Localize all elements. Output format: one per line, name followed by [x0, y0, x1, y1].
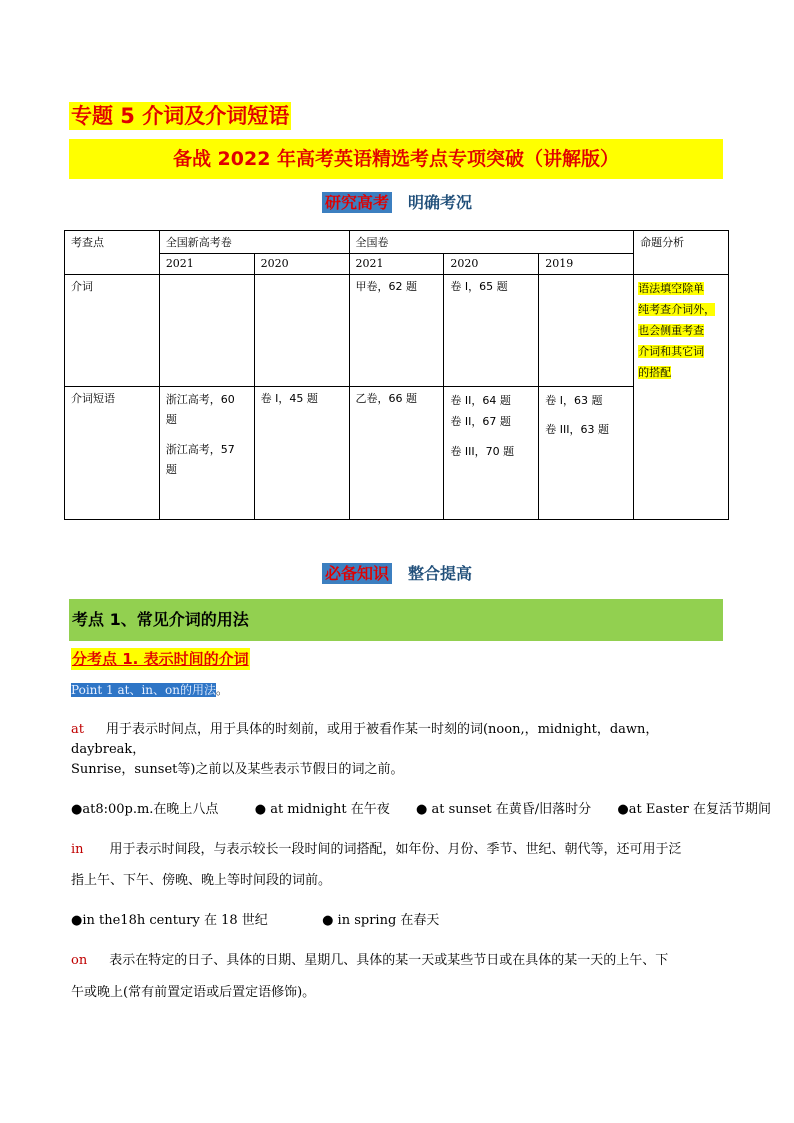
th-point: 考查点 [65, 231, 160, 275]
paragraph-on-line1 [71, 951, 726, 971]
cell-entry: 卷 III，63 题 [545, 423, 609, 436]
cell-entry: 卷 II，67 题 [450, 415, 511, 428]
row-label-phrase: 介词短语 [65, 387, 160, 520]
analysis-line: 语法填空除单 [638, 282, 705, 295]
row-label-prep: 介词 [65, 275, 160, 387]
table-cell [444, 387, 539, 520]
example: ● in spring 在春天 [322, 913, 440, 928]
keyword-at: at [71, 722, 84, 737]
table-cell [539, 275, 634, 387]
keyword-on: on [71, 953, 88, 968]
keyword-in: in [71, 842, 84, 857]
cell-entry: 卷 I，63 题 [545, 394, 603, 407]
point-label: Point 1 at、in、on [71, 683, 180, 697]
analysis-line: 介词和其它词 [638, 345, 705, 358]
exam-table [64, 230, 729, 520]
table-cell: 甲卷，62 题 [349, 275, 444, 387]
table-cell [159, 387, 254, 520]
cell-entry: 浙江高考，60 题 [165, 393, 235, 426]
analysis-cell [634, 275, 729, 520]
th-year: 2021 [349, 254, 444, 275]
paragraph-on-line2: 午或晚上(常有前置定语或后置定语修饰)。 [71, 985, 316, 1000]
th-year: 2020 [444, 254, 539, 275]
table-cell: 卷 I，45 题 [254, 387, 349, 520]
point-period: 。 [215, 683, 228, 697]
text: 用于表示时间段，与表示较长一段时间的词搭配，如年份、月份、季节、世纪、朝代等，还可用于泛 [109, 842, 682, 857]
text: 用于表示时间点，用于具体的时刻前，或用于被看作某一时刻的词(noon,，midnight，dawn，daybreak， [71, 722, 659, 757]
analysis-line: 的搭配 [638, 366, 672, 379]
cell-entry: 卷 III，70 题 [450, 445, 515, 458]
example: ●in the18h century 在 18 世纪 [71, 913, 268, 928]
table-cell [539, 387, 634, 520]
table-cell: 乙卷，66 题 [349, 387, 444, 520]
section-heading-research-a: 研究高考 [322, 192, 392, 213]
example: ●at Easter 在复活节期间 [617, 802, 772, 817]
examples-in [71, 911, 726, 931]
table-cell [159, 275, 254, 387]
paragraph-in-line1 [71, 840, 726, 860]
table-cell [254, 275, 349, 387]
analysis-line: 纯考查介词外， [638, 303, 716, 316]
analysis-line: 也会侧重考查 [638, 324, 705, 337]
th-new-exam: 全国新高考卷 [159, 231, 349, 254]
example: ● at sunset 在黄昏/旧落时分 [415, 802, 592, 817]
th-analysis: 命题分析 [634, 231, 729, 275]
document-title: 专题 5 介词及介词短语 [71, 104, 290, 128]
point-heading [71, 681, 228, 699]
section-heading-knowledge [0, 561, 794, 584]
th-national-exam: 全国卷 [349, 231, 634, 254]
paragraph-at-line2: Sunrise，sunset等)之前以及某些表示节假日的词之前。 [71, 762, 404, 777]
sub-point-heading: 分考点 1. 表示时间的介词 [72, 650, 249, 668]
document-subtitle: 备战 2022 年高考英语精选考点专项突破（讲解版） [69, 139, 723, 179]
th-year: 2020 [254, 254, 349, 275]
examples-at [71, 800, 772, 820]
section-heading-knowledge-a: 必备知识 [322, 563, 392, 584]
section-heading-research-b: 明确考况 [408, 193, 473, 212]
section-heading-knowledge-b: 整合提高 [408, 564, 473, 583]
example: ● at midnight 在午夜 [254, 802, 390, 817]
example: ●at8:00p.m.在晚上八点 [71, 802, 219, 817]
table-cell: 卷 I，65 题 [444, 275, 539, 387]
cell-entry: 卷 II，64 题 [450, 394, 511, 407]
paragraph-in-line2: 指上午、下午、傍晚、晚上等时间段的词前。 [71, 873, 332, 888]
section-heading-research [0, 190, 794, 213]
point-label-suffix: 的用法 [179, 683, 216, 697]
knowledge-point-heading: 考点 1、常见介词的用法 [69, 599, 723, 641]
th-year: 2019 [539, 254, 634, 275]
cell-entry: 浙江高考，57 题 [165, 443, 235, 476]
text: 表示在特定的日子、具体的日期、星期几、具体的某一天或某些节日或在具体的某一天的上午、下 [109, 953, 669, 968]
th-year: 2021 [159, 254, 254, 275]
paragraph-at-line1 [71, 720, 726, 760]
